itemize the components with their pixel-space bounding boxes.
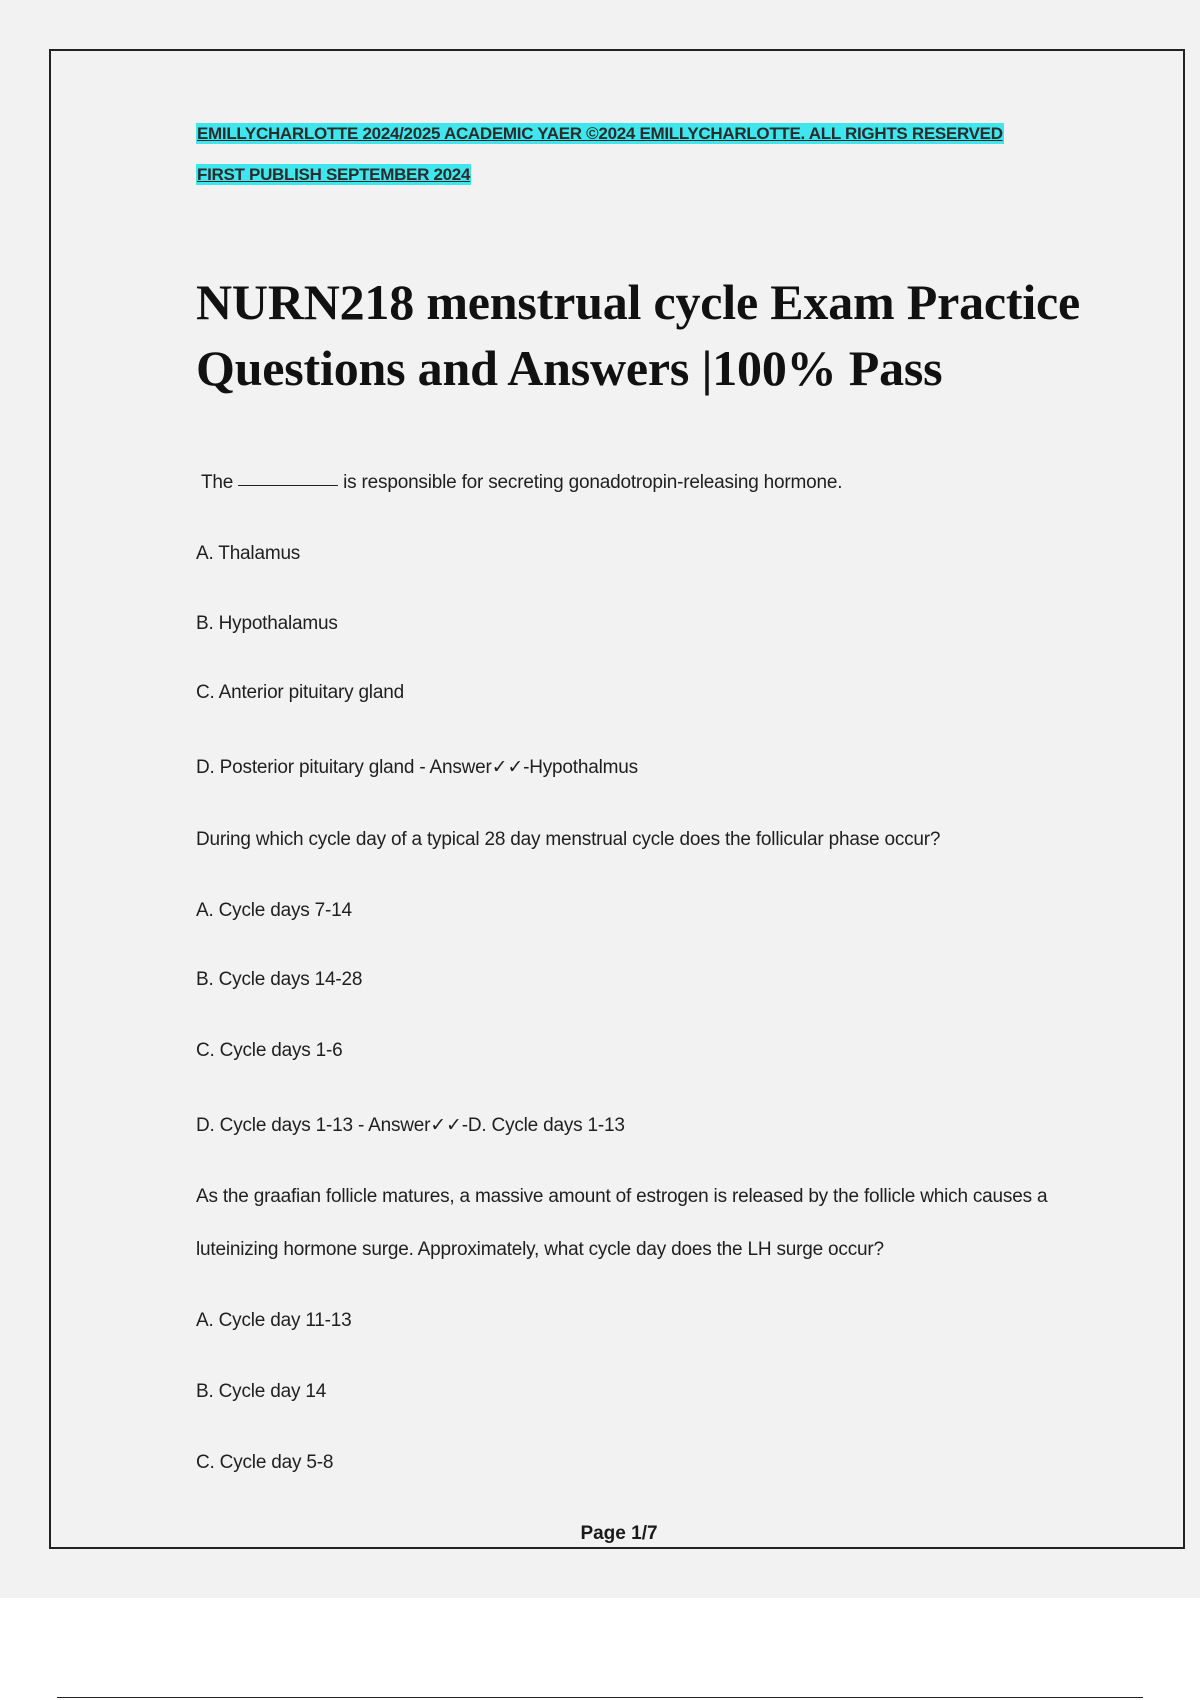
question-1-option-d-answer: D. Posterior pituitary gland - Answer✓✓-Hypothalmus: [196, 757, 638, 778]
question-2-option-a: A. Cycle days 7-14: [196, 900, 352, 921]
publish-header: [196, 165, 471, 185]
next-page-divider: [57, 1697, 1143, 1698]
question-1-option-c: C. Anterior pituitary gland: [196, 682, 404, 703]
question-2: During which cycle day of a typical 28 day menstrual cycle does the follicular phase occur?: [196, 829, 941, 850]
question-3-line-2: luteinizing hormone surge. Approximately, what cycle day does the LH surge occur?: [196, 1239, 884, 1260]
copyright-header-text: EMILLYCHARLOTTE 2024/2025 ACADEMIC YAER ©2024 EMILLYCHARLOTTE. ALL RIGHTS RESERVED: [197, 124, 1003, 143]
document-title: [196, 269, 1156, 401]
question-3-line-1: As the graafian follicle matures, a massive amount of estrogen is released by the follicle which causes a: [196, 1186, 1048, 1207]
question-2-option-c: C. Cycle days 1-6: [196, 1040, 343, 1061]
question-1-option-b: B. Hypothalamus: [196, 613, 338, 634]
copyright-header: [196, 124, 1004, 144]
question-1-prefix: The: [201, 472, 234, 493]
question-2-option-d-answer: D. Cycle days 1-13 - Answer✓✓-D. Cycle days 1-13: [196, 1115, 625, 1136]
title-line-2: Questions and Answers |100% Pass: [196, 340, 943, 396]
question-3-option-a: A. Cycle day 11-13: [196, 1310, 352, 1331]
title-line-1: NURN218 menstrual cycle Exam Practice: [196, 274, 1081, 330]
page-number: Page 1/7: [580, 1523, 658, 1544]
question-1-suffix: is responsible for secreting gonadotropin-releasing hormone.: [343, 472, 843, 493]
question-2-option-b: B. Cycle days 14-28: [196, 969, 363, 990]
page-border: [49, 49, 1185, 1549]
fill-in-blank: [238, 484, 338, 486]
publish-header-text: FIRST PUBLISH SEPTEMBER 2024: [197, 165, 471, 184]
question-1-option-a: A. Thalamus: [196, 543, 301, 564]
question-3-option-c: C. Cycle day 5-8: [196, 1452, 334, 1473]
question-3-option-b: B. Cycle day 14: [196, 1381, 327, 1402]
question-1: [201, 472, 842, 494]
